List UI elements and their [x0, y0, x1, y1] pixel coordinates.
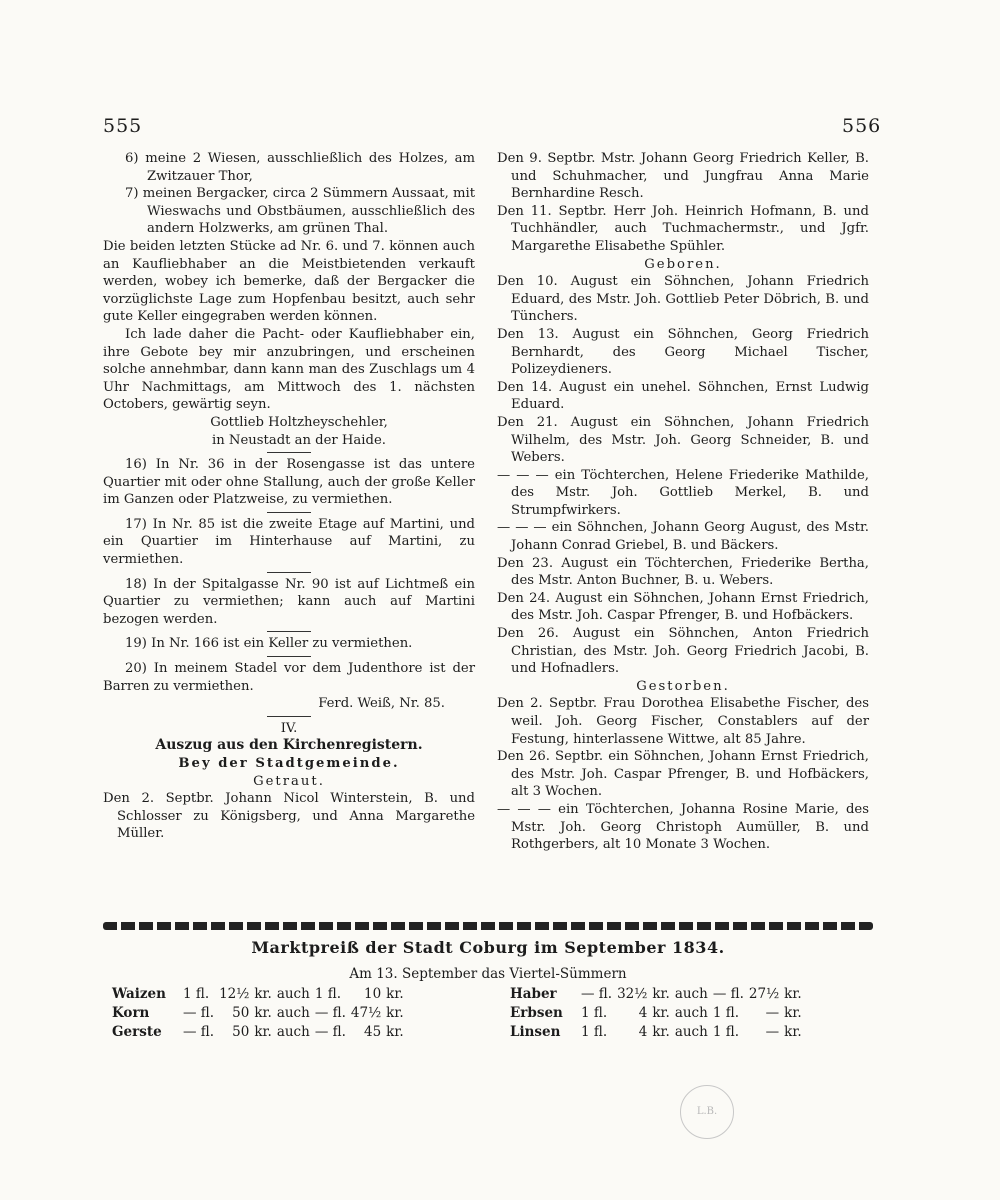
library-stamp: L.B.	[680, 1085, 734, 1139]
divider	[267, 656, 311, 657]
page-number-left: 555	[103, 115, 143, 137]
death-entry: — — — ein Töchterchen, Johanna Rosine Marie, des Mstr. Joh. Georg Christoph Aumüller, B. und Rothgerbers, alt 10 Monate 3 Wochen.	[497, 801, 869, 853]
section-title: Auszug aus den Kirchenregistern.	[155, 737, 423, 754]
signature-place: in Neustadt an der Haide.	[212, 432, 386, 448]
price-cell: kr.	[652, 1005, 670, 1021]
price-cell: kr.	[386, 1005, 404, 1021]
ad-18: 18) In der Spitalgasse Nr. 90 ist auf Lichtmeß ein Quartier zu vermiethen; kann auch auf Martini bezogen werden.	[103, 576, 475, 627]
market-title: Marktpreiß der Stadt Coburg im September 1834.	[251, 938, 725, 957]
parish-heading: Bey der Stadtgemeinde.	[178, 756, 400, 771]
price-cell: 4	[638, 1005, 648, 1021]
market-table-right	[510, 985, 807, 1042]
price-cell: kr.	[784, 986, 802, 1002]
market-row	[112, 985, 409, 1004]
married-heading: Getraut.	[253, 773, 325, 789]
price-cell: kr.	[652, 986, 670, 1002]
item-7: 7) meinen Bergacker, circa 2 Sümmern Aussaat, mit Wieswachs und Obstbäumen, ausschließlich des andern Holzwerks, am grünen Thal.	[125, 186, 476, 237]
market-table-left	[112, 985, 409, 1042]
price-cell: 50	[232, 1024, 250, 1040]
grain-name: Waizen	[112, 986, 166, 1002]
page-number-right: 556	[842, 115, 882, 137]
price-cell: 10	[363, 986, 382, 1002]
market-row	[510, 1023, 807, 1042]
price-cell: 1 fl.	[712, 1024, 739, 1040]
ornamental-rule	[103, 922, 873, 930]
price-cell: 1 fl.	[581, 1005, 608, 1021]
right-column	[497, 150, 869, 854]
price-cell: 1 fl.	[314, 986, 341, 1002]
divider	[267, 512, 311, 513]
price-cell: 1 fl.	[712, 1005, 739, 1021]
price-cell: — fl.	[581, 986, 613, 1002]
price-cell: auch	[674, 986, 708, 1002]
price-cell: kr.	[386, 986, 404, 1002]
price-cell: kr.	[386, 1024, 404, 1040]
price-cell: 4	[638, 1024, 648, 1040]
price-cell: — fl.	[314, 1024, 346, 1040]
left-column	[103, 150, 475, 843]
price-cell: kr.	[254, 1005, 272, 1021]
price-cell: auch	[276, 986, 310, 1002]
grain-name: Haber	[510, 986, 557, 1002]
paragraph-invitation: Ich lade daher die Pacht- oder Kaufliebhaber ein, ihre Gebote bey mir anzubringen, und erscheinen solche annehmbar, dann kann man des Zuschlags um 4 Uhr Nachmittags, am Mittwoch des 1. nächsten Octobers, gewärtig seyn.	[103, 326, 475, 413]
marriage-entry: Den 9. Septbr. Mstr. Johann Georg Friedrich Keller, B. und Schuhmacher, und Jungfrau Anna Marie Bernhardine Resch.	[497, 151, 869, 202]
price-cell: auch	[276, 1024, 310, 1040]
birth-entry: Den 26. August ein Söhnchen, Anton Friedrich Christian, des Mstr. Joh. Georg Friedrich Jacobi, B. und Hofnadlers.	[497, 626, 869, 677]
birth-entry: Den 24. August ein Söhnchen, Johann Ernst Friedrich, des Mstr. Joh. Caspar Pfrenger, B. und Hofbäckers.	[497, 590, 869, 624]
price-cell: —	[765, 1005, 780, 1021]
marriage-entry: Den 2. Septbr. Johann Nicol Winterstein, B. und Schlosser zu Königsberg, und Anna Margarethe Müller.	[103, 791, 475, 842]
divider	[267, 716, 311, 717]
birth-entry: — — — ein Töchterchen, Helene Friederike Mathilde, des Mstr. Joh. Gottlieb Merkel, B. und Strumpfwirkers.	[497, 467, 869, 518]
death-entry: Den 26. Septbr. ein Söhnchen, Johann Ernst Friedrich, des Mstr. Joh. Caspar Pfrenger, B. und Hofbäckers, alt 3 Wochen.	[497, 749, 869, 800]
divider	[267, 631, 311, 632]
died-heading: Gestorben.	[636, 678, 730, 694]
price-cell: auch	[674, 1005, 708, 1021]
price-cell: 1 fl.	[581, 1024, 608, 1040]
birth-entry: Den 21. August ein Söhnchen, Johann Friedrich Wilhelm, des Mstr. Joh. Georg Schneider, B. und Webers.	[497, 414, 869, 466]
item-6: 6) meine 2 Wiesen, ausschließlich des Holzes, am Zwitzauer Thor,	[125, 151, 475, 184]
birth-entry: Den 23. August ein Töchterchen, Friederike Bertha, des Mstr. Anton Buchner, B. u. Webers.	[497, 555, 869, 589]
market-subtitle: Am 13. September das Viertel-Sümmern	[349, 966, 627, 982]
grain-name: Erbsen	[510, 1005, 563, 1021]
grain-name: Korn	[112, 1005, 150, 1021]
born-heading: Geboren.	[644, 256, 722, 272]
price-cell: kr.	[784, 1005, 802, 1021]
signature-name: Gottlieb Holtzheyschehler,	[210, 414, 388, 430]
paragraph-sale: Die beiden letzten Stücke ad Nr. 6. und 7. können auch an Kaufliebhaber an die Meistbietenden verkauft werden, wobey ich bemerke, daß der Bergacker die vorzüglichste Lage zum Hopfenbau besitzt, auch sehr gute Keller eingegraben werden können.	[103, 238, 475, 325]
market-row	[112, 1004, 409, 1023]
price-cell: 12½	[219, 986, 250, 1002]
price-cell: kr.	[784, 1024, 802, 1040]
price-cell: — fl.	[712, 986, 744, 1002]
price-cell: auch	[276, 1005, 310, 1021]
section-number: IV.	[280, 720, 298, 736]
price-cell: — fl.	[183, 1005, 215, 1021]
price-cell: auch	[674, 1024, 708, 1040]
price-cell: 50	[232, 1005, 250, 1021]
birth-entry: — — — ein Söhnchen, Johann Georg August, des Mstr. Johann Conrad Griebel, B. und Bäckers.	[497, 520, 869, 554]
birth-entry: Den 14. August ein unehel. Söhnchen, Ernst Ludwig Eduard.	[497, 379, 869, 413]
price-cell: 32½	[617, 986, 648, 1002]
market-row	[510, 985, 807, 1004]
death-entry: Den 2. Septbr. Frau Dorothea Elisabethe Fischer, des weil. Joh. Georg Fischer, Constablers auf der Festung, hinterlassene Wittwe, alt 85 Jahre.	[497, 696, 869, 747]
price-cell: 27½	[748, 986, 780, 1002]
price-cell: 47½	[350, 1005, 382, 1021]
price-cell: kr.	[254, 1024, 272, 1040]
birth-entry: Den 13. August ein Söhnchen, Georg Friedrich Bernhardt, des Georg Michael Tischer, Polizeydieners.	[497, 326, 869, 378]
ad-17: 17) In Nr. 85 ist die zweite Etage auf Martini, und ein Quartier im Hinterhause auf Martini, zu vermiethen.	[103, 516, 475, 568]
market-row	[510, 1004, 807, 1023]
price-cell: — fl.	[314, 1005, 346, 1021]
ad-16: 16) In Nr. 36 in der Rosengasse ist das untere Quartier mit oder ohne Stallung, auch der große Keller im Ganzen oder Platzweise, zu vermiethen.	[103, 457, 475, 508]
ad-19: 19) In Nr. 166 ist ein Keller zu vermiethen.	[125, 636, 413, 652]
signature-weiss: Ferd. Weiß, Nr. 85.	[318, 696, 445, 712]
price-cell: kr.	[254, 986, 272, 1002]
birth-entry: Den 10. August ein Söhnchen, Johann Friedrich Eduard, des Mstr. Joh. Gottlieb Peter Döbrich, B. und Tünchers.	[497, 274, 869, 325]
grain-name: Linsen	[510, 1024, 561, 1040]
marriage-entry: Den 11. Septbr. Herr Joh. Heinrich Hofmann, B. und Tuchhändler, auch Tuchmachermstr., und Jgfr. Margarethe Elisabethe Spühler.	[497, 203, 869, 254]
price-cell: — fl.	[183, 1024, 215, 1040]
grain-name: Gerste	[112, 1024, 162, 1040]
price-cell: 45	[363, 1024, 382, 1040]
market-row	[112, 1023, 409, 1042]
divider	[267, 452, 311, 453]
price-cell: —	[765, 1024, 780, 1040]
price-cell: 1 fl.	[183, 986, 210, 1002]
price-cell: kr.	[652, 1024, 670, 1040]
divider	[267, 572, 311, 573]
ad-20: 20) In meinem Stadel vor dem Judenthore ist der Barren zu vermiethen.	[103, 661, 475, 694]
